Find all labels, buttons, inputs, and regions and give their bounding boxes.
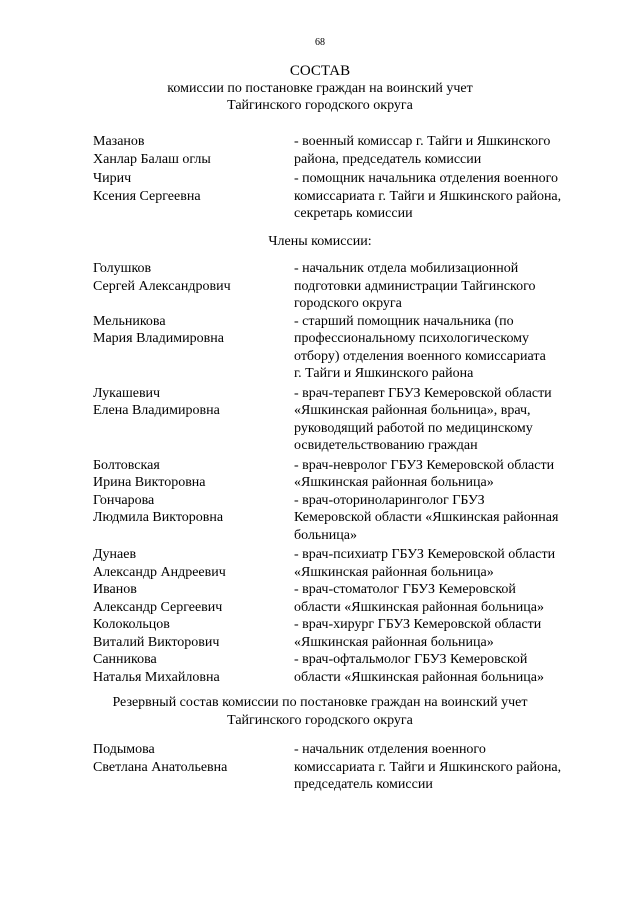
surname: Мазанов [93,134,145,149]
given-names: Александр Сергеевич [93,599,223,615]
reserve-heading-line-1: Резервный состав комиссии по постановке граждан на воинский учет [112,695,528,710]
commission-entry [93,616,603,651]
surname: Мельникова [93,313,166,329]
surname: Санникова [93,652,157,667]
leadership-list [93,133,603,223]
person-role [294,546,603,581]
person-name [93,546,294,581]
commission-entry [93,546,603,581]
person-role [294,313,603,383]
surname: Иванов [93,582,137,597]
role-line: - военный комиссар г. Тайги и Яшкинского [294,134,551,149]
members-heading: Члены комиссии: [268,234,372,249]
role-line: освидетельствованию граждан [294,438,478,453]
person-role [294,741,603,794]
role-line: секретарь комиссии [294,206,413,221]
given-names: Людмила Викторовна [93,510,224,525]
person-name [93,492,294,545]
person-name [93,313,294,383]
surname: Лукашевич [93,385,161,401]
person-name [93,651,294,686]
person-name [93,385,294,455]
role-line: - помощник начальника отделения военного [294,171,558,186]
given-names: Сергей Александрович [93,278,231,294]
role-line: Кемеровской области «Яшкинская районная [294,510,559,525]
role-line: - начальник отделения военного [294,742,486,757]
person-name [93,581,294,616]
title-line-2: комиссии по постановке граждан на воинский учет [167,81,473,96]
given-names: Ксения Сергеевна [93,188,201,204]
surname: Голушков [93,261,152,276]
role-line: - врач-стоматолог ГБУЗ Кемеровской [294,582,516,597]
person-name [93,133,294,168]
surname: Дунаев [93,547,137,562]
commission-entry [93,385,603,455]
person-role [294,170,603,223]
person-role [294,492,603,545]
commission-entry [93,741,603,794]
given-names: Светлана Анатольевна [93,759,228,775]
role-line: - врач-психиатр ГБУЗ Кемеровской области [294,547,556,562]
commission-entry [93,170,603,223]
role-line: городского округа [294,296,402,311]
person-role [294,581,603,616]
role-line: «Яшкинская районная больница», врач, [294,403,531,418]
commission-entry [93,260,603,313]
role-line: - начальник отдела мобилизационной [294,261,519,276]
role-line: - врач-невролог ГБУЗ Кемеровской области [294,457,555,473]
page-number: 68 [315,37,325,48]
role-line: - врач-терапевт ГБУЗ Кемеровской области [294,385,552,401]
role-line: - старший помощник начальника (по [294,313,514,329]
surname: Гончарова [93,492,155,508]
commission-entry [93,492,603,545]
person-name [93,741,294,794]
person-role [294,651,603,686]
role-line: «Яшкинская районная больница» [294,475,494,490]
role-line: г. Тайги и Яшкинского района [294,366,474,381]
role-line: подготовки администрации Тайгинского [294,278,536,294]
reserve-heading [0,694,640,729]
title-main: СОСТАВ [289,63,351,79]
person-role [294,385,603,455]
commission-entry [93,313,603,383]
commission-entry [93,651,603,686]
role-line: комиссариата г. Тайги и Яшкинского района, [294,759,562,775]
role-line: отбору) отделения военного комиссариата [294,348,546,364]
person-name [93,260,294,313]
role-line: председатель комиссии [294,777,433,792]
role-line: района, председатель комиссии [294,151,482,167]
given-names: Наталья Михайловна [93,669,220,685]
role-line: области «Яшкинская районная больница» [294,599,545,615]
person-role [294,457,603,492]
title-line-3: Тайгинского городского округа [227,98,413,113]
person-name [93,616,294,651]
role-line: комиссариата г. Тайги и Яшкинского района, [294,188,562,204]
given-names: Александр Андреевич [93,564,226,580]
members-list [93,260,603,686]
commission-entry [93,581,603,616]
given-names: Мария Владимировна [93,331,224,346]
role-line: «Яшкинская районная больница» [294,564,494,580]
given-names: Елена Владимировна [93,403,220,418]
given-names: Виталий Викторович [93,634,220,650]
surname: Болтовская [93,457,160,473]
person-role [294,133,603,168]
person-role [294,616,603,651]
person-name [93,170,294,223]
role-line: руководящий работой по медицинскому [294,420,533,436]
surname: Чирич [93,171,132,186]
given-names: Ханлар Балаш оглы [93,151,211,167]
document-title [0,63,640,114]
person-role [294,260,603,313]
role-line: профессиональному психологическому [294,331,530,346]
role-line: - врач-оториноларинголог ГБУЗ [294,492,485,508]
commission-entry [93,133,603,168]
given-names: Ирина Викторовна [93,475,206,490]
role-line: больница» [294,527,357,543]
role-line: - врач-офтальмолог ГБУЗ Кемеровской [294,652,528,667]
surname: Подымова [93,742,155,757]
surname: Колокольцов [93,617,170,632]
commission-entry [93,457,603,492]
role-line: - врач-хирург ГБУЗ Кемеровской области [294,617,542,632]
reserve-list [93,741,603,794]
person-name [93,457,294,492]
role-line: области «Яшкинская районная больница» [294,669,545,685]
role-line: «Яшкинская районная больница» [294,634,494,650]
reserve-heading-line-2: Тайгинского городского округа [227,712,413,728]
